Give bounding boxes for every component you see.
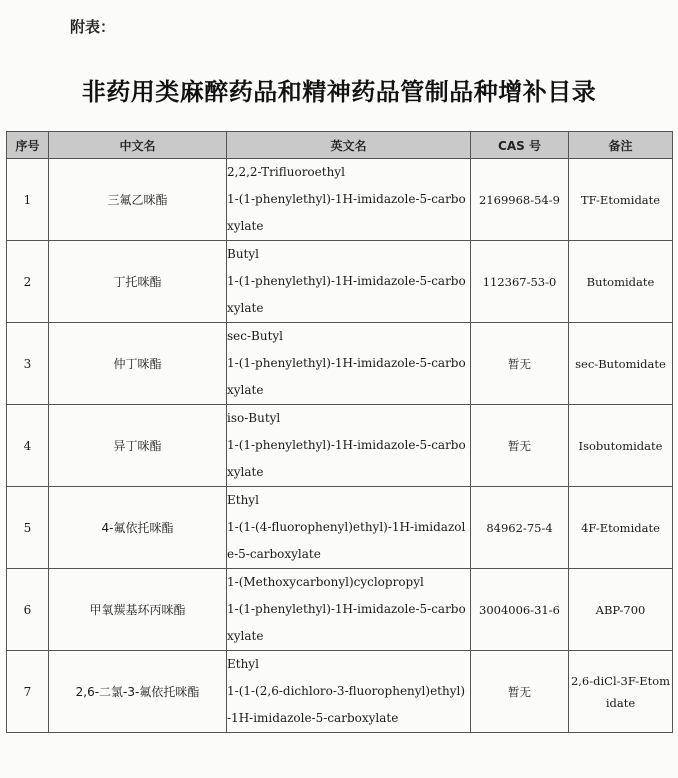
- english-name-cell: [227, 323, 471, 405]
- english-name-line: e-5-carboxylate: [227, 547, 321, 561]
- cas-number-cell: 暂无: [471, 405, 569, 487]
- chinese-name-cell: 甲氧羰基环丙咪酯: [49, 569, 227, 651]
- remarks-line: 4F-Etomidate: [581, 520, 660, 535]
- english-name-line: 1-(1-phenylethyl)-1H-imidazole-5-carbo: [227, 192, 466, 206]
- cas-number-cell: 暂无: [471, 323, 569, 405]
- remarks-line: sec-Butomidate: [575, 356, 666, 371]
- english-name-line: 1-(1-(2,6-dichloro-3-fluorophenyl)ethyl): [227, 684, 466, 698]
- english-name-line: 1-(Methoxycarbonyl)cyclopropyl: [227, 575, 424, 589]
- row-number: 2: [7, 241, 49, 323]
- row-number: 5: [7, 487, 49, 569]
- remarks-cell: [569, 323, 673, 405]
- cas-number-cell: 112367-53-0: [471, 241, 569, 323]
- remarks-cell: [569, 569, 673, 651]
- english-name-line: xylate: [227, 301, 264, 315]
- english-name-line: -1H-imidazole-5-carboxylate: [227, 711, 399, 725]
- remarks-cell: [569, 487, 673, 569]
- table-row: [7, 159, 673, 241]
- english-name-cell: [227, 241, 471, 323]
- table-row: [7, 405, 673, 487]
- english-name-line: Ethyl: [227, 657, 259, 671]
- chinese-name-cell: 2,6-二氯-3-氟依托咪酯: [49, 651, 227, 733]
- remarks-line: TF-Etomidate: [580, 192, 661, 207]
- remarks-cell: [569, 159, 673, 241]
- chinese-name-cell: 仲丁咪酯: [49, 323, 227, 405]
- catalog-table: [6, 131, 673, 733]
- column-header-cas-number: CAS 号: [471, 132, 569, 159]
- english-name-line: xylate: [227, 629, 264, 643]
- remarks-line: idate: [605, 695, 636, 710]
- row-number: 7: [7, 651, 49, 733]
- table-row: [7, 323, 673, 405]
- table-row: [7, 569, 673, 651]
- row-number: 3: [7, 323, 49, 405]
- english-name-cell: [227, 569, 471, 651]
- english-name-line: xylate: [227, 465, 264, 479]
- english-name-line: 1-(1-phenylethyl)-1H-imidazole-5-carbo: [227, 602, 466, 616]
- english-name-cell: [227, 159, 471, 241]
- cas-number-cell: 3004006-31-6: [471, 569, 569, 651]
- table-row: [7, 487, 673, 569]
- english-name-line: Butyl: [227, 247, 259, 261]
- row-number: 1: [7, 159, 49, 241]
- column-header-seq: 序号: [7, 132, 49, 159]
- english-name-line: 2,2,2-Trifluoroethyl: [227, 165, 345, 179]
- remarks-line: Isobutomidate: [578, 438, 663, 453]
- chinese-name-cell: 丁托咪酯: [49, 241, 227, 323]
- remarks-line: ABP-700: [595, 602, 646, 617]
- cas-number-cell: 84962-75-4: [471, 487, 569, 569]
- table-row: [7, 241, 673, 323]
- english-name-line: xylate: [227, 219, 264, 233]
- chinese-name-cell: 三氟乙咪酯: [49, 159, 227, 241]
- column-header-english-name: 英文名: [227, 132, 471, 159]
- appendix-label: 附表：: [70, 18, 116, 36]
- chinese-name-cell: 异丁咪酯: [49, 405, 227, 487]
- english-name-line: 1-(1-(4-fluorophenyl)ethyl)-1H-imidazol: [227, 520, 466, 534]
- chinese-name-cell: 4-氟依托咪酯: [49, 487, 227, 569]
- english-name-line: 1-(1-phenylethyl)-1H-imidazole-5-carbo: [227, 438, 466, 452]
- cas-number-cell: 2169968-54-9: [471, 159, 569, 241]
- column-header-remarks: 备注: [569, 132, 673, 159]
- english-name-cell: [227, 651, 471, 733]
- remarks-cell: [569, 405, 673, 487]
- cas-number-cell: 暂无: [471, 651, 569, 733]
- remarks-line: Butomidate: [586, 274, 655, 289]
- english-name-cell: [227, 487, 471, 569]
- english-name-line: iso-Butyl: [227, 411, 281, 425]
- table-row: [7, 651, 673, 733]
- row-number: 6: [7, 569, 49, 651]
- english-name-cell: [227, 405, 471, 487]
- english-name-line: 1-(1-phenylethyl)-1H-imidazole-5-carbo: [227, 356, 466, 370]
- remarks-cell: [569, 241, 673, 323]
- english-name-line: sec-Butyl: [227, 329, 284, 343]
- remarks-cell: [569, 651, 673, 733]
- document-title: 非药用类麻醉药品和精神药品管制品种增补目录: [81, 78, 597, 106]
- remarks-line: 2,6-diCl-3F-Etom: [570, 673, 671, 688]
- english-name-line: 1-(1-phenylethyl)-1H-imidazole-5-carbo: [227, 274, 466, 288]
- english-name-line: Ethyl: [227, 493, 259, 507]
- column-header-chinese-name: 中文名: [49, 132, 227, 159]
- english-name-line: xylate: [227, 383, 264, 397]
- row-number: 4: [7, 405, 49, 487]
- table-header-row: [7, 132, 673, 159]
